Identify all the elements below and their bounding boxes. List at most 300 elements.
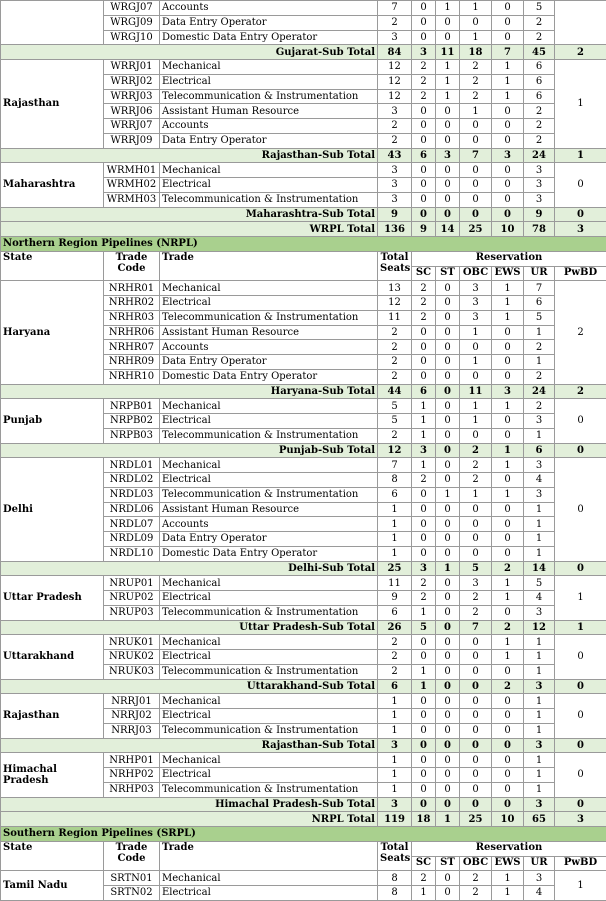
total-seats: 6 [378,605,412,620]
ews-count: 0 [492,605,524,620]
total-seats: 3 [378,178,412,193]
state-name: Tamil Nadu [1,871,104,901]
trade-name: Telecommunication & Instrumentation [160,310,378,325]
state-header: State [1,251,104,281]
total-seats: 7 [378,458,412,473]
ur-count: 1 [524,532,555,547]
ews-count: 0 [492,30,524,45]
column-header-row [1,251,606,266]
ur-count: 3 [524,163,555,178]
sc-count: 6 [412,384,436,399]
sc-count: 0 [412,340,436,355]
ur-count: 24 [524,384,555,399]
ur-count: 2 [524,340,555,355]
state-name: Rajasthan [1,60,104,149]
pwbd-count: 0 [555,753,606,797]
table-row [1,871,606,886]
trade-code: NRHP03 [104,782,160,797]
ur-count: 6 [524,74,555,89]
sc-count: 1 [412,886,436,901]
trade-name: Accounts [160,1,378,16]
total-seats: 8 [378,871,412,886]
ur-count: 3 [524,192,555,207]
sc-count: 1 [412,399,436,414]
ews-count: 1 [492,399,524,414]
obc-count: 1 [460,1,492,16]
subtotal-row [1,620,606,635]
st-count: 0 [436,443,460,458]
st-count: 0 [436,384,460,399]
state-name: Maharashtra [1,163,104,207]
st-count: 0 [436,310,460,325]
trade-name: Telecommunication & Instrumentation [160,605,378,620]
subtotal-label: WRPL Total [1,222,378,237]
st-count: 11 [436,45,460,60]
obc-count: 0 [460,768,492,783]
trade-code: WRGJ07 [104,1,160,16]
ews-count: 1 [492,591,524,606]
sc-count: 0 [412,15,436,30]
sc-count: 0 [412,487,436,502]
ur-count: 5 [524,1,555,16]
ews-count: 0 [492,369,524,384]
ur-count: 1 [524,517,555,532]
ur-count: 3 [524,178,555,193]
trade-code: NRUK02 [104,650,160,665]
pwbd-count: 2 [555,281,606,384]
table-row [1,635,606,650]
sc-count: 3 [412,45,436,60]
obc-count: 7 [460,148,492,163]
total-seats: 136 [378,222,412,237]
ews-count: 0 [492,664,524,679]
st-count: 0 [436,738,460,753]
ur-count: 1 [524,355,555,370]
total-seats: 1 [378,517,412,532]
ur-count: 45 [524,45,555,60]
subtotal-label: Delhi-Sub Total [1,561,378,576]
ews-count: 2 [492,679,524,694]
st-count: 0 [436,15,460,30]
ews-count: 0 [492,163,524,178]
obc-count: 0 [460,664,492,679]
obc-count: 3 [460,296,492,311]
ews-count: 3 [492,384,524,399]
obc-count: 0 [460,178,492,193]
ur-count: 78 [524,222,555,237]
obc-header: OBC [460,266,492,281]
pwbd-count: 0 [555,797,606,812]
sc-count: 0 [412,532,436,547]
obc-count: 25 [460,812,492,827]
sc-count: 0 [412,797,436,812]
pwbd-count: 0 [555,561,606,576]
trade-code: NRHR06 [104,325,160,340]
ews-count: 1 [492,458,524,473]
total-seats: 1 [378,768,412,783]
ur-count: 6 [524,296,555,311]
table-row [1,163,606,178]
total-seats: 119 [378,812,412,827]
table-row [1,399,606,414]
obc-count: 0 [460,15,492,30]
obc-count: 0 [460,723,492,738]
obc-count: 0 [460,694,492,709]
obc-count: 0 [460,207,492,222]
total-seats: 3 [378,797,412,812]
sc-count: 5 [412,620,436,635]
trade-name: Mechanical [160,635,378,650]
pwbd-count: 0 [555,399,606,443]
sc-count: 2 [412,89,436,104]
trade-code: WRMH03 [104,192,160,207]
ur-count: 2 [524,133,555,148]
ews-count: 0 [492,768,524,783]
ur-count: 4 [524,886,555,901]
st-count: 0 [436,694,460,709]
sc-count: 0 [412,355,436,370]
subtotal-label: Rajasthan-Sub Total [1,148,378,163]
trade-code: NRDL07 [104,517,160,532]
ews-count: 10 [492,222,524,237]
sc-count: 18 [412,812,436,827]
total-seats: 12 [378,89,412,104]
total-seats: 8 [378,473,412,488]
sc-count: 6 [412,148,436,163]
trade-code: NRUK03 [104,664,160,679]
st-count: 0 [436,458,460,473]
trade-code: NRPB01 [104,399,160,414]
sc-count: 0 [412,178,436,193]
trade-code: WRRJ06 [104,104,160,119]
pwbd-count: 0 [555,163,606,207]
obc-count: 0 [460,709,492,724]
trade-name: Assistant Human Resource [160,502,378,517]
st-count: 0 [436,104,460,119]
subtotal-label: Uttar Pradesh-Sub Total [1,620,378,635]
sc-count: 1 [412,414,436,429]
trade-code: WRRJ01 [104,60,160,75]
total-seats: 1 [378,546,412,561]
total-seats: 2 [378,369,412,384]
subtotal-label: Rajasthan-Sub Total [1,738,378,753]
table-row [1,458,606,473]
st-count: 0 [436,591,460,606]
subtotal-row [1,738,606,753]
ews-count: 0 [492,428,524,443]
st-count: 0 [436,473,460,488]
state-name: Haryana [1,281,104,384]
trade-name: Mechanical [160,399,378,414]
ews-count: 0 [492,694,524,709]
ur-count: 3 [524,871,555,886]
total-seats: 11 [378,576,412,591]
st-count: 0 [436,605,460,620]
table-row [1,60,606,75]
sc-count: 2 [412,473,436,488]
trade-code: NRHR02 [104,296,160,311]
trade-name: Electrical [160,296,378,311]
pwbd-header: PwBD [555,266,606,281]
ews-count: 0 [492,782,524,797]
trade-code: SRTN01 [104,871,160,886]
total-seats: 2 [378,133,412,148]
trade-name: Electrical [160,591,378,606]
trade-code: WRMH01 [104,163,160,178]
st-count: 0 [436,502,460,517]
ews-count: 0 [492,502,524,517]
obc-count: 0 [460,635,492,650]
st-count: 0 [436,399,460,414]
trade-code: NRPB02 [104,414,160,429]
trade-code: WRRJ09 [104,133,160,148]
trade-name: Telecommunication & Instrumentation [160,723,378,738]
state-name: Rajasthan [1,694,104,738]
trade-name: Data Entry Operator [160,15,378,30]
trade-name: Domestic Data Entry Operator [160,369,378,384]
trade-name: Mechanical [160,576,378,591]
column-header-row [1,841,606,856]
obc-count: 18 [460,45,492,60]
total-seats: 5 [378,399,412,414]
trade-header: Trade [160,841,378,871]
pwbd-count: 1 [555,871,606,901]
reservation-header: Reservation [412,251,606,266]
obc-count: 2 [460,458,492,473]
st-count: 0 [436,192,460,207]
st-count: 0 [436,207,460,222]
trade-name: Electrical [160,768,378,783]
ews-count: 1 [492,74,524,89]
sc-count: 0 [412,1,436,16]
trade-name: Electrical [160,650,378,665]
sc-header: SC [412,856,436,871]
obc-count: 1 [460,487,492,502]
obc-count: 3 [460,310,492,325]
ur-count: 1 [524,635,555,650]
st-count: 0 [436,178,460,193]
subtotal-row [1,384,606,399]
total-seats: 12 [378,443,412,458]
trade-name: Accounts [160,119,378,134]
trade-code: NRDL01 [104,458,160,473]
sc-count: 0 [412,546,436,561]
st-count: 0 [436,679,460,694]
trade-name: Telecommunication & Instrumentation [160,192,378,207]
total-seats: 13 [378,281,412,296]
st-count: 0 [436,871,460,886]
pwbd-count: 1 [555,620,606,635]
region-total-row [1,222,606,237]
ur-count: 1 [524,723,555,738]
sc-count: 2 [412,60,436,75]
st-count: 1 [436,812,460,827]
ur-count: 3 [524,738,555,753]
ur-count: 1 [524,650,555,665]
ur-count: 1 [524,325,555,340]
subtotal-row [1,443,606,458]
ews-count: 1 [492,886,524,901]
trade-name: Telecommunication & Instrumentation [160,782,378,797]
total-seats: 84 [378,45,412,60]
st-count: 1 [436,561,460,576]
st-count: 0 [436,709,460,724]
st-count: 0 [436,369,460,384]
trade-code: WRMH02 [104,178,160,193]
ur-count: 1 [524,782,555,797]
ews-count: 1 [492,310,524,325]
sc-count: 2 [412,310,436,325]
trade-code: NRRJ02 [104,709,160,724]
sc-count: 0 [412,163,436,178]
sc-count: 2 [412,871,436,886]
total-seats: 2 [378,15,412,30]
trade-code: NRHR09 [104,355,160,370]
st-count: 0 [436,650,460,665]
ews-count: 0 [492,1,524,16]
subtotal-row [1,207,606,222]
ur-count: 3 [524,487,555,502]
st-count: 0 [436,281,460,296]
region-title: Southern Region Pipelines (SRPL) [1,827,606,842]
sc-count: 0 [412,694,436,709]
ur-count: 1 [524,709,555,724]
st-count: 0 [436,723,460,738]
ur-count: 3 [524,414,555,429]
st-count: 0 [436,340,460,355]
trade-code: NRRJ01 [104,694,160,709]
st-count: 0 [436,546,460,561]
ur-count: 1 [524,694,555,709]
trade-name: Accounts [160,517,378,532]
ews-count: 1 [492,576,524,591]
st-count: 0 [436,296,460,311]
ur-count: 1 [524,753,555,768]
ews-count: 2 [492,620,524,635]
total-seats: 1 [378,709,412,724]
ur-count: 65 [524,812,555,827]
trade-code: NRUK01 [104,635,160,650]
trade-code: NRHR10 [104,369,160,384]
trade-code: NRHR07 [104,340,160,355]
ur-count: 3 [524,679,555,694]
trade-name: Data Entry Operator [160,532,378,547]
trade-name: Domestic Data Entry Operator [160,30,378,45]
trade-name: Telecommunication & Instrumentation [160,487,378,502]
trade-name: Mechanical [160,458,378,473]
total-seats: 3 [378,30,412,45]
st-count: 1 [436,487,460,502]
sc-count: 0 [412,753,436,768]
sc-count: 3 [412,561,436,576]
trade-code: WRGJ09 [104,15,160,30]
subtotal-label: Gujarat-Sub Total [1,45,378,60]
sc-count: 1 [412,428,436,443]
sc-count: 1 [412,458,436,473]
st-count: 0 [436,886,460,901]
subtotal-label: Haryana-Sub Total [1,384,378,399]
sc-count: 0 [412,369,436,384]
obc-count: 2 [460,473,492,488]
trade-code-header: Trade Code [104,841,160,871]
st-count: 0 [436,119,460,134]
obc-count: 3 [460,576,492,591]
ews-count: 0 [492,414,524,429]
total-seats: 26 [378,620,412,635]
trade-name: Accounts [160,340,378,355]
sc-count: 9 [412,222,436,237]
ur-count: 4 [524,473,555,488]
st-count: 0 [436,325,460,340]
sc-count: 0 [412,502,436,517]
st-count: 0 [436,414,460,429]
pwbd-count: 2 [555,45,606,60]
trade-name: Telecommunication & Instrumentation [160,428,378,443]
ur-count: 6 [524,89,555,104]
ur-count: 1 [524,502,555,517]
ews-count: 0 [492,178,524,193]
trade-name: Electrical [160,886,378,901]
obc-count: 2 [460,605,492,620]
trade-name: Electrical [160,74,378,89]
sc-count: 0 [412,738,436,753]
total-seats: 2 [378,428,412,443]
sc-count: 2 [412,591,436,606]
ews-count: 1 [492,296,524,311]
table-row [1,694,606,709]
ews-count: 0 [492,325,524,340]
sc-count: 0 [412,207,436,222]
state-header: State [1,841,104,871]
trade-name: Data Entry Operator [160,133,378,148]
ur-count: 7 [524,281,555,296]
trade-name: Assistant Human Resource [160,325,378,340]
sc-count: 0 [412,723,436,738]
st-header: ST [436,856,460,871]
sc-count: 0 [412,192,436,207]
subtotal-row [1,148,606,163]
total-seats: 3 [378,104,412,119]
total-seats: 3 [378,163,412,178]
st-header: ST [436,266,460,281]
ews-count: 1 [492,650,524,665]
ur-header: UR [524,856,555,871]
ur-count: 1 [524,546,555,561]
region-heading-row [1,827,606,842]
table-body [1,1,606,901]
obc-count: 11 [460,384,492,399]
trade-code: NRDL09 [104,532,160,547]
state-name [1,1,104,45]
trade-name: Assistant Human Resource [160,104,378,119]
trade-code: NRDL10 [104,546,160,561]
total-seats: 2 [378,340,412,355]
ews-header: EWS [492,266,524,281]
st-count: 0 [436,797,460,812]
obc-count: 0 [460,133,492,148]
region-heading-row [1,237,606,252]
st-count: 14 [436,222,460,237]
ews-header: EWS [492,856,524,871]
table-row [1,281,606,296]
obc-count: 0 [460,782,492,797]
ews-count: 0 [492,340,524,355]
ews-count: 0 [492,709,524,724]
ur-count: 3 [524,605,555,620]
sc-count: 0 [412,635,436,650]
state-name: Punjab [1,399,104,443]
obc-count: 2 [460,591,492,606]
